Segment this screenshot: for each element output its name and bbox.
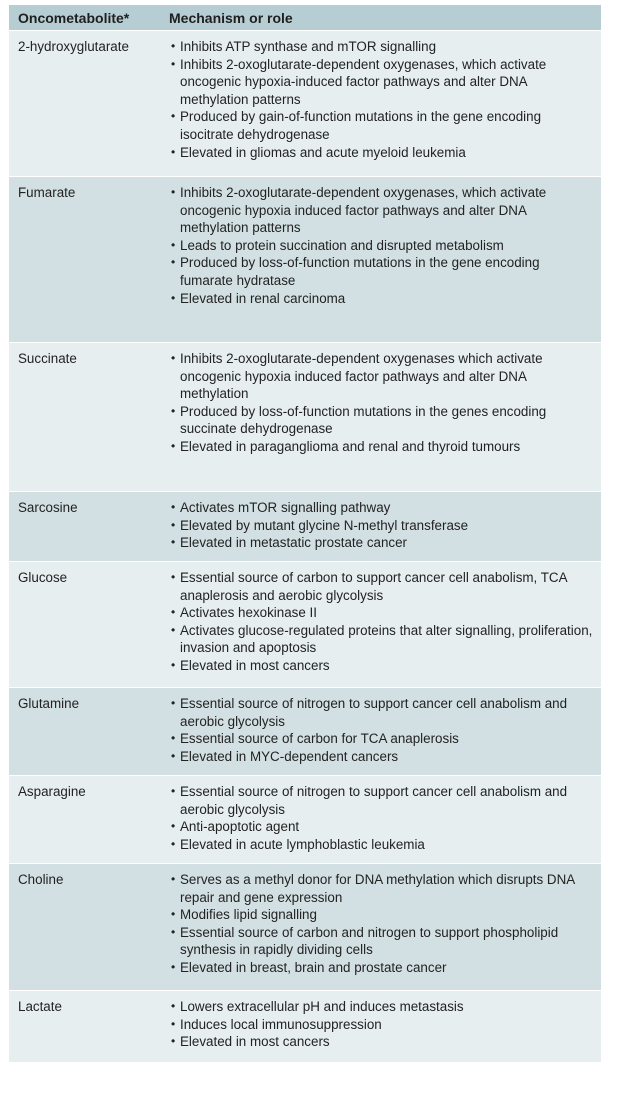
table-row	[9, 562, 601, 688]
mechanism-item: • Induces local immunosuppression	[169, 1016, 593, 1034]
mechanism-item: • Elevated by mutant glycine N-methyl transferase	[169, 517, 593, 535]
mechanism-cell	[169, 864, 601, 990]
metabolite-name: Lactate	[18, 999, 62, 1014]
metabolite-name: Glucose	[18, 570, 68, 585]
mechanism-item: • Elevated in breast, brain and prostate cancer	[169, 959, 593, 977]
oncometabolite-table	[9, 5, 601, 1063]
mechanism-item: • Leads to protein succination and disrupted metabolism	[169, 237, 593, 255]
mechanism-item: • Elevated in renal carcinoma	[169, 290, 593, 308]
mechanism-item: • Elevated in most cancers	[169, 1033, 593, 1051]
mechanism-item: • Essential source of carbon for TCA anaplerosis	[169, 730, 593, 748]
table-row	[9, 864, 601, 991]
mechanism-item: • Elevated in paraganglioma and renal and thyroid tumours	[169, 438, 593, 456]
mechanism-item: • Activates mTOR signalling pathway	[169, 499, 593, 517]
metabolite-name: Glutamine	[18, 696, 80, 711]
table-header	[9, 5, 601, 31]
mechanism-item: • Activates glucose-regulated proteins that alter signalling, proliferation, invasion and apoptosis	[169, 622, 593, 657]
table-row	[9, 991, 601, 1063]
mechanism-item: • Elevated in acute lymphoblastic leukemia	[169, 836, 593, 854]
mechanism-item: • Elevated in gliomas and acute myeloid leukemia	[169, 144, 593, 162]
mechanism-item: • Elevated in most cancers	[169, 657, 593, 675]
metabolite-name: 2-hydroxyglutarate	[18, 39, 129, 54]
mechanism-cell	[169, 991, 601, 1062]
table-row	[9, 343, 601, 492]
mechanism-item: • Produced by loss-of-function mutations in the genes encoding succinate dehydrogenase	[169, 403, 593, 438]
mechanism-cell	[169, 492, 601, 561]
mechanism-cell	[169, 31, 601, 176]
mechanism-item: • Serves as a methyl donor for DNA methylation which disrupts DNA repair and gene expression	[169, 871, 593, 906]
mechanism-item: • Essential source of carbon to support cancer cell anabolism, TCA anaplerosis and aerobic glycolysis	[169, 569, 593, 604]
mechanism-item: • Inhibits 2-oxoglutarate-dependent oxygenases which activate oncogenic hypoxia induced factor pathways and alter DNA methylation	[169, 350, 593, 403]
table-row	[9, 776, 601, 864]
mechanism-cell	[169, 562, 601, 687]
mechanism-item: • Produced by loss-of-function mutations in the gene encoding fumarate hydratase	[169, 254, 593, 289]
header-mechanism: Mechanism or role	[169, 9, 293, 26]
metabolite-name: Fumarate	[18, 185, 76, 200]
mechanism-item: • Modifies lipid signalling	[169, 906, 593, 924]
mechanism-item: • Inhibits ATP synthase and mTOR signalling	[169, 38, 593, 56]
mechanism-item: • Anti-apoptotic agent	[169, 818, 593, 836]
metabolite-name: Choline	[18, 872, 64, 887]
table-row	[9, 177, 601, 343]
mechanism-item: • Produced by gain-of-function mutations in the gene encoding isocitrate dehydrogenase	[169, 108, 593, 143]
mechanism-item: • Essential source of carbon and nitrogen to support phospholipid synthesis in rapidly dividing cells	[169, 924, 593, 959]
mechanism-item: • Elevated in metastatic prostate cancer	[169, 534, 593, 552]
metabolite-name: Succinate	[18, 351, 77, 366]
mechanism-cell	[169, 776, 601, 863]
table-row	[9, 31, 601, 177]
table-row	[9, 688, 601, 776]
mechanism-cell	[169, 688, 601, 775]
mechanism-item: • Lowers extracellular pH and induces metastasis	[169, 998, 593, 1016]
mechanism-item: • Inhibits 2-oxoglutarate-dependent oxygenases, which activate oncogenic hypoxia induced factor pathways and alter DNA methylation patterns	[169, 184, 593, 237]
mechanism-item: • Essential source of nitrogen to support cancer cell anabolism and aerobic glycolysis	[169, 695, 593, 730]
mechanism-item: • Activates hexokinase II	[169, 604, 593, 622]
table-row	[9, 492, 601, 562]
metabolite-name: Sarcosine	[18, 500, 78, 515]
metabolite-name: Asparagine	[18, 784, 86, 799]
mechanism-item: • Essential source of nitrogen to support cancer cell anabolism and aerobic glycolysis	[169, 783, 593, 818]
mechanism-item: • Elevated in MYC-dependent cancers	[169, 748, 593, 766]
mechanism-cell	[169, 343, 601, 491]
header-oncometabolite: Oncometabolite*	[18, 9, 130, 26]
mechanism-item: • Inhibits 2-oxoglutarate-dependent oxygenases, which activate oncogenic hypoxia-induced factor pathways and alter DNA methylation patterns	[169, 56, 593, 109]
mechanism-cell	[169, 177, 601, 342]
